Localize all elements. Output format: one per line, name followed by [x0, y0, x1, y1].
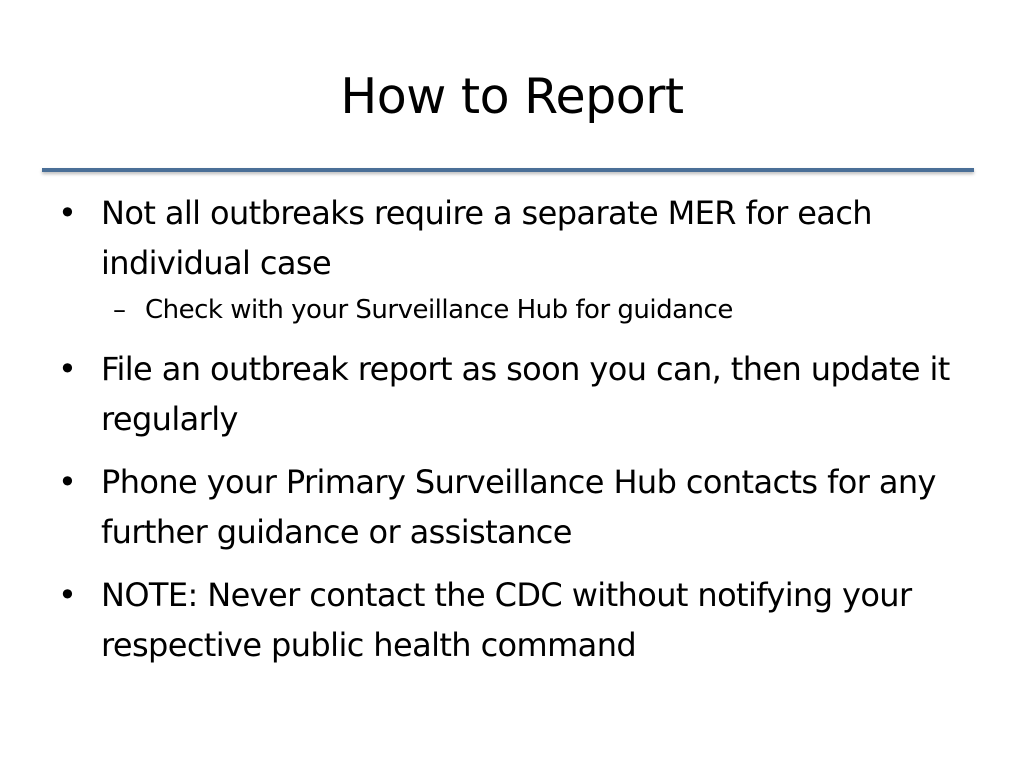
sub-bullet-item [58, 290, 988, 330]
bullet-marker-icon: • [58, 463, 77, 501]
bullet-text: NOTE: Never contact the CDC without notifying your respective public health command [101, 576, 912, 664]
bullet-text: Phone your Primary Surveillance Hub contacts for any further guidance or assistance [101, 463, 936, 551]
bullet-item [58, 344, 988, 444]
bullet-text: Not all outbreaks require a separate MER for each individual case [101, 194, 872, 282]
bullet-list [58, 188, 988, 670]
sub-bullet-text: Check with your Surveillance Hub for guidance [145, 295, 733, 325]
slide-title: How to Report [340, 68, 684, 125]
title-divider [42, 168, 974, 172]
bullet-marker-icon: • [58, 194, 77, 232]
bullet-item [58, 457, 988, 557]
bullet-marker-icon: • [58, 350, 77, 388]
bullet-item [58, 188, 988, 288]
bullet-item [58, 570, 988, 670]
bullet-text: File an outbreak report as soon you can, then update it regularly [101, 350, 950, 438]
bullet-marker-icon: • [58, 576, 77, 614]
dash-marker-icon: – [113, 295, 126, 325]
